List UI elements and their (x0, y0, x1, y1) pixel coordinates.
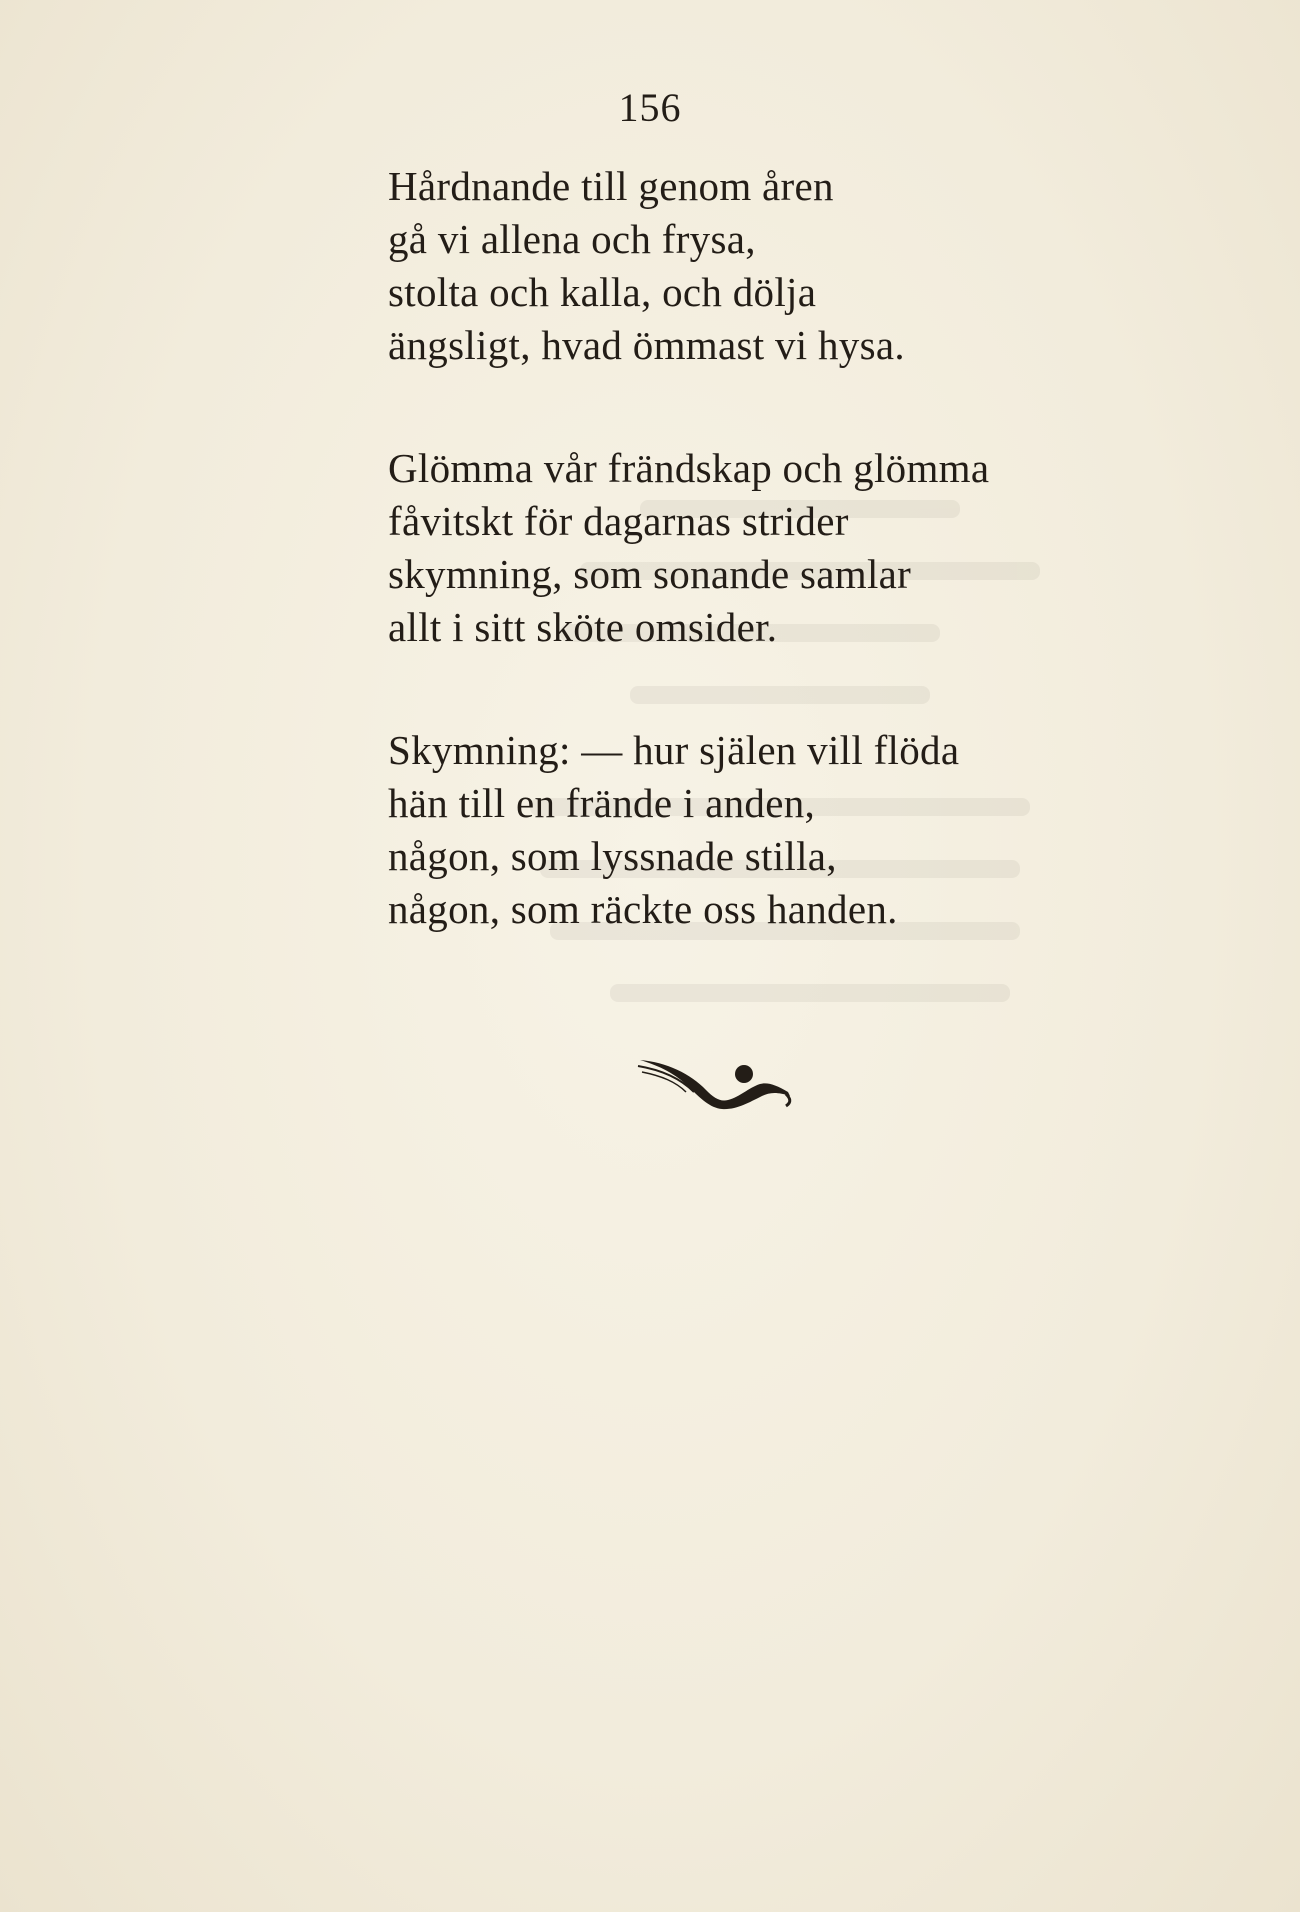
poem-line: någon, som räckte oss handen. (388, 886, 898, 932)
poem-line: någon, som lyssnade stilla, (388, 833, 837, 879)
poem-line: Hårdnande till genom åren (388, 163, 834, 209)
poem-line: Skymning: — hur själen vill flöda (388, 727, 960, 773)
poem-line: skymning, som sonande samlar (388, 551, 912, 597)
poem-line: gå vi allena och frysa, (388, 216, 756, 262)
stanza-1 (388, 160, 1088, 372)
poem-line: stolta och kalla, och dölja (388, 269, 817, 315)
poem-line: ängsligt, hvad ömmast vi hysa. (388, 322, 905, 368)
poem-line: hän till en frände i anden, (388, 780, 816, 826)
fleuron-ornament-icon (636, 1052, 796, 1112)
poem-line: Glömma vår frändskap och glömma (388, 445, 990, 491)
poem (388, 160, 1088, 1006)
stanza-3 (388, 724, 1088, 936)
poem-line: allt i sitt sköte omsider. (388, 604, 778, 650)
page-number: 156 (618, 85, 682, 130)
poem-line: fåvitskt för dagarnas strider (388, 498, 849, 544)
stanza-2 (388, 442, 1088, 654)
